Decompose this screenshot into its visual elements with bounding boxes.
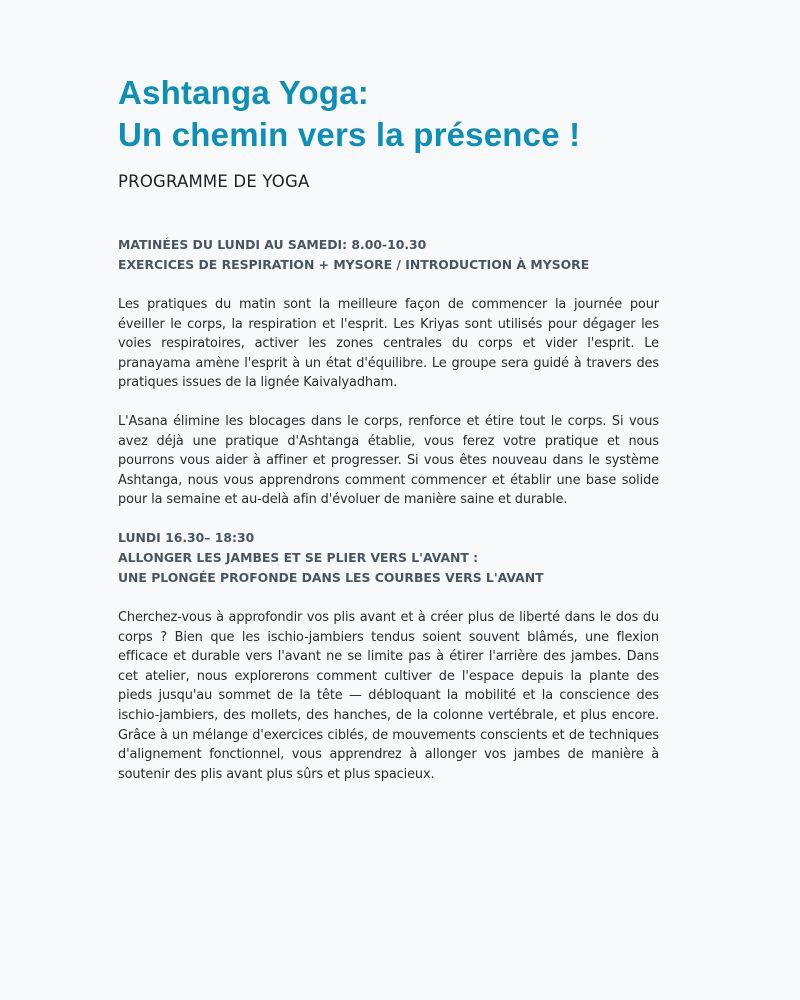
page-subtitle: PROGRAMME DE YOGA	[118, 172, 310, 191]
page-title	[118, 72, 659, 156]
section-heading-line: ALLONGER LES JAMBES ET SE PLIER VERS L'AVANT :	[118, 549, 479, 565]
section-heading-line: UNE PLONGÉE PROFONDE DANS LES COURBES VERS L'AVANT	[118, 569, 544, 585]
section-paragraph: Les pratiques du matin sont la meilleure façon de commencer la journée pour éveiller le corps, la respiration et l'esprit. Les Kriyas sont utilisés pour dégager les voies respiratoires, activer les zones centrales du corps et vider l'esprit. Le pranayama amène l'esprit à un état d'équilibre. Le groupe sera guidé à travers des pratiques issues de la lignée Kaivalyadham.	[118, 297, 659, 391]
section-paragraph: L'Asana élimine les blocages dans le corps, renforce et étire tout le corps. Si vous avez déjà une pratique d'Ashtanga établie, vous ferez votre pratique et nous pourrons vous aider à affiner et progresser. Si vous êtes nouveau dans le système Ashtanga, nous vous apprendrons comment commencer et établir une base solide pour la semaine et au-delà afin d'évoluer de manière saine et durable.	[118, 413, 659, 508]
title-line-2: Un chemin vers la présence !	[118, 116, 581, 153]
section-morning	[118, 235, 659, 510]
section-heading	[118, 528, 659, 588]
section-heading-line: LUNDI 16.30– 18:30	[118, 529, 255, 545]
section-heading	[118, 235, 659, 275]
section-heading-line: EXERCICES DE RESPIRATION + MYSORE / INTRODUCTION À MYSORE	[118, 257, 590, 272]
section-paragraph: Cherchez-vous à approfondir vos plis avant et à créer plus de liberté dans le dos du corps ? Bien que les ischio-jambiers tendus soient souvent blâmés, une flexion efficace et durable vers l'avant ne se limite pas à étirer l'arrière des jambes. Dans cet atelier, nous explorerons comment cultiver de l'espace depuis la plante des pieds jusqu'au sommet de la tête — débloquant la mobilité et la conscience des ischio-jambiers, des mollets, des hanches, de la colonne vertébrale, et plus encore. Grâce à un mélange d'exercices ciblés, de mouvements conscients et de techniques d'alignement fonctionnel, vous apprendrez à allonger vos jambes de manière à soutenir des plis avant plus sûrs et plus spacieux.	[118, 609, 659, 782]
section-heading-line: MATINÉES DU LUNDI AU SAMEDI: 8.00-10.30	[118, 237, 427, 252]
title-line-1: Ashtanga Yoga:	[118, 74, 369, 111]
section-workshop	[118, 528, 659, 784]
